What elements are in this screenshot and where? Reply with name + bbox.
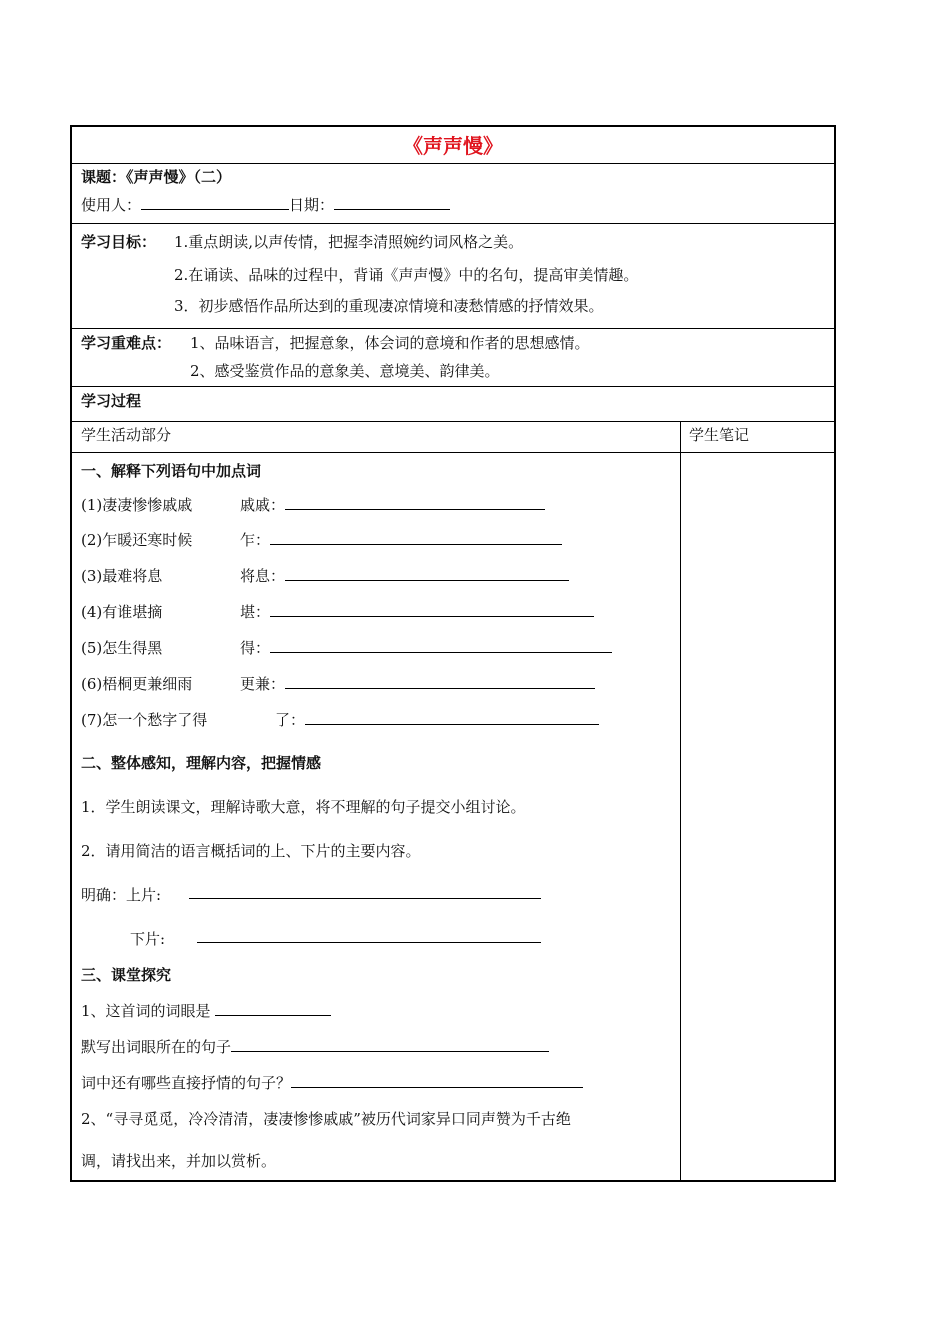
- process-row: [72, 387, 834, 422]
- phrase-item: (4)有谁堪摘: [81, 603, 163, 621]
- answer-blank[interactable]: [285, 495, 545, 510]
- phrase-item: (3)最难将息: [81, 567, 163, 585]
- user-blank[interactable]: [141, 195, 289, 210]
- title-row: [72, 127, 834, 164]
- difficulty-item: 2、感受鉴赏作品的意象美、意境美、韵律美。: [190, 362, 500, 380]
- phrase-item: (5)怎生得黑: [81, 639, 163, 657]
- topic-row: [72, 164, 834, 224]
- answer-blank[interactable]: [285, 566, 569, 581]
- answer-blank[interactable]: [291, 1073, 583, 1088]
- section3-question-2b: 调，请找出来，并加以赏析。: [81, 1152, 277, 1170]
- date-blank[interactable]: [334, 195, 450, 210]
- column-divider: [680, 422, 681, 452]
- lower-label: 下片:: [130, 930, 166, 948]
- lesson-table: [70, 125, 836, 1182]
- section3-question-2a: 2、“寻寻觅觅，冷冷清清，凄凄惨惨戚戚”被历代词家异口同声赞为千古绝: [81, 1110, 571, 1128]
- user-label: 使用人：: [81, 196, 142, 214]
- section2-question-2: 2．请用简洁的语言概括词的上、下片的主要内容。: [81, 842, 421, 860]
- date-label: 日期：: [289, 196, 335, 214]
- objectives-row: [72, 224, 834, 329]
- activity-header: 学生活动部分: [81, 426, 172, 444]
- word-label: 更兼：: [240, 675, 286, 693]
- section3-question-1b: 默写出词眼所在的句子: [81, 1038, 232, 1056]
- objectives-label: 学习目标：: [81, 233, 157, 251]
- topic-value: 《声声慢》（二）: [126, 168, 232, 186]
- objective-item: 3．初步感悟作品所达到的重现凄凉情境和凄愁情感的抒情效果。: [174, 297, 604, 315]
- section2-heading: 二、整体感知，理解内容，把握情感: [81, 754, 322, 772]
- answer-blank[interactable]: [215, 1001, 331, 1016]
- content-area: [72, 453, 834, 1180]
- section3-question-1c: 词中还有哪些直接抒情的句子？: [81, 1074, 292, 1092]
- phrase-item: (1)凄凄惨惨戚戚: [81, 496, 193, 514]
- upper-label: 明确：上片:: [81, 886, 162, 904]
- topic-label: 课题：: [81, 168, 127, 186]
- answer-blank[interactable]: [270, 638, 612, 653]
- section2-question-1: 1．学生朗读课文，理解诗歌大意，将不理解的句子提交小组讨论。: [81, 798, 526, 816]
- word-label: 堪：: [240, 603, 271, 621]
- page-title: 《声声慢》: [403, 134, 503, 158]
- answer-blank[interactable]: [270, 530, 562, 545]
- lower-answer-blank[interactable]: [197, 928, 541, 943]
- column-header-row: [72, 422, 834, 453]
- answer-blank[interactable]: [305, 710, 599, 725]
- word-label: 乍：: [240, 531, 271, 549]
- phrase-item: (6)梧桐更兼细雨: [81, 675, 193, 693]
- objective-item: 1.重点朗读,以声传情，把握李清照婉约词风格之美。: [174, 233, 524, 251]
- word-label: 戚戚：: [240, 496, 286, 514]
- upper-answer-blank[interactable]: [189, 884, 541, 899]
- answer-blank[interactable]: [270, 602, 594, 617]
- answer-blank[interactable]: [231, 1037, 549, 1052]
- phrase-item: (7)怎一个愁字了得: [81, 711, 208, 729]
- objective-item: 2.在诵读、品味的过程中，背诵《声声慢》中的名句，提高审美情趣。: [174, 266, 639, 284]
- section3-question-1: 1、这首词的词眼是: [81, 1002, 211, 1020]
- answer-blank[interactable]: [285, 674, 595, 689]
- phrase-item: (2)乍暖还寒时候: [81, 531, 193, 549]
- word-label: 将息：: [240, 567, 286, 585]
- word-label: 了：: [275, 711, 306, 729]
- notes-column[interactable]: [681, 453, 834, 1180]
- section3-heading: 三、课堂探究: [81, 966, 172, 984]
- difficulties-row: [72, 329, 834, 387]
- difficulty-item: 1、品味语言，把握意象，体会词的意境和作者的思想感情。: [190, 334, 590, 352]
- difficulties-label: 学习重难点：: [81, 334, 172, 352]
- section1-heading: 一、解释下列语句中加点词: [81, 462, 262, 480]
- notes-header: 学生笔记: [689, 426, 750, 444]
- word-label: 得：: [240, 639, 271, 657]
- process-label: 学习过程: [81, 392, 142, 410]
